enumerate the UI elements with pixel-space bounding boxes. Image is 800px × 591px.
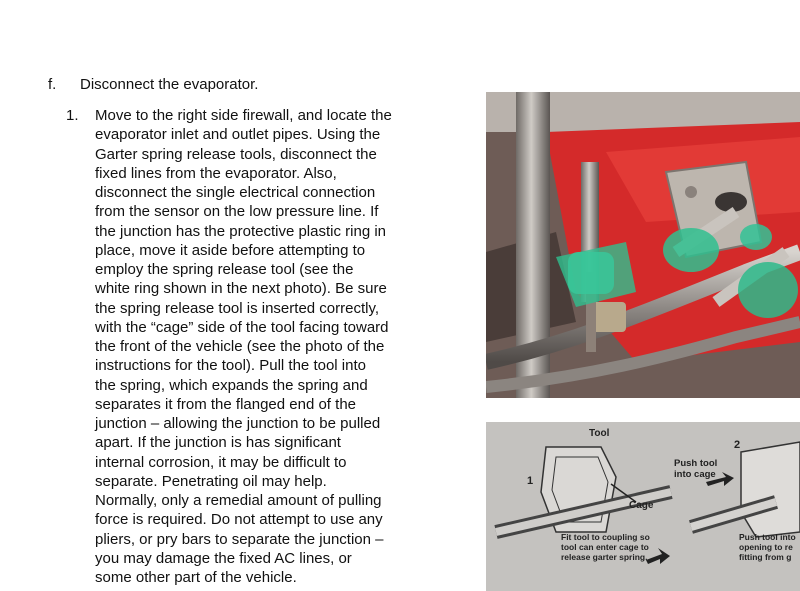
text-line: junction – allowing the junction to be pulled <box>95 415 381 432</box>
cage-label: Cage <box>629 500 654 511</box>
text-line: disconnect the single electrical connection <box>95 184 376 201</box>
text-line: employ the spring release tool (see the <box>95 261 354 278</box>
text-line: the spring release tool is inserted correctly, <box>95 299 380 317</box>
fit-tool-caption-line: Fit tool to coupling so <box>561 532 650 542</box>
text-line: you may damage the fixed AC lines, or <box>95 549 352 567</box>
fit-tool-caption-line: tool can enter cage to <box>561 542 649 552</box>
step-letter: f. <box>48 76 57 93</box>
junction-highlight-4 <box>738 262 798 318</box>
evaporator-pipes-photo <box>486 92 800 398</box>
text-line: apart. If the junction is has significant <box>95 434 341 452</box>
text-line: the junction has the protective plastic ring in <box>95 222 386 240</box>
step-1-number: 1 <box>527 475 534 487</box>
text-line: the spring, which expands the spring and <box>95 376 368 394</box>
text-line: Garter spring release tools, disconnect the <box>95 145 377 163</box>
tool-label: Tool <box>589 428 610 439</box>
text-line: from the sensor on the low pressure line. If <box>95 203 379 221</box>
text-line: pliers, or pry bars to separate the junction – <box>95 530 384 548</box>
push-tool-caption-line: into cage <box>674 469 716 480</box>
push-opening-caption-line: fitting from g <box>739 552 792 562</box>
tool-instructions-photo <box>486 422 800 591</box>
junction-highlight-3 <box>740 224 772 250</box>
item-text <box>95 106 392 587</box>
push-opening-caption-line: Push tool into <box>739 532 796 542</box>
text-line: separates it from the flanged end of the <box>95 395 356 413</box>
item-number: 1. <box>66 107 79 124</box>
text-line: the front of the vehicle (see the photo of the <box>95 338 385 355</box>
text-line: Normally, only a remedial amount of pulling <box>95 492 382 509</box>
text-line: instructions for the tool). Pull the tool into <box>95 357 366 375</box>
tool-instructions-diagram <box>486 422 800 591</box>
push-opening-caption-line: opening to re <box>739 542 793 552</box>
text-line: some other part of the vehicle. <box>95 569 297 586</box>
text-line: place, move it aside before attempting to <box>95 241 366 259</box>
step-title: Disconnect the evaporator. <box>80 76 259 93</box>
text-line: with the “cage” side of the tool facing toward <box>95 318 389 336</box>
text-line: fixed lines from the evaporator. Also, <box>95 164 337 182</box>
evaporator-pipes-illustration <box>486 92 800 398</box>
junction-highlight-2 <box>663 228 719 272</box>
step-2-number: 2 <box>734 439 741 451</box>
text-line: internal corrosion, it may be difficult to <box>95 453 347 471</box>
text-line: separate. Penetrating oil may help. <box>95 472 327 490</box>
text-line: evaporator inlet and outlet pipes. Using the <box>95 126 381 144</box>
text-line: force is required. Do not attempt to use any <box>95 511 383 529</box>
text-line: Move to the right side firewall, and locate the <box>95 107 392 124</box>
push-tool-caption-line: Push tool <box>674 458 718 469</box>
fit-tool-caption-line: release garter spring. <box>561 552 648 562</box>
text-line: white ring shown in the next photo). Be sure <box>95 280 387 298</box>
